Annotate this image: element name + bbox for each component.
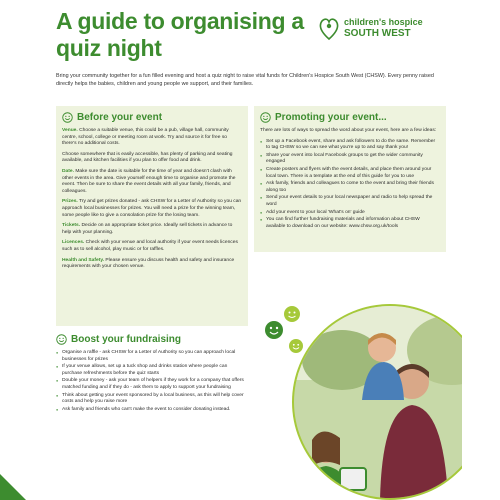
promoting-box [254, 106, 446, 252]
promoting-list [260, 139, 440, 231]
before-event-item-lead: Licences. [62, 240, 85, 246]
promoting-title: Promoting your event... [275, 112, 387, 123]
before-event-item-lead: Health and Safety. [62, 257, 105, 263]
before-event-item-text: Please ensure you discuss health and safety and insurance requirements with your chosen venue. [62, 257, 235, 270]
before-event-item [62, 169, 242, 195]
boost-item: ● If your venue allows, set up a tuck shop and drinks station where people can purchase refreshments before the quiz starts [56, 364, 246, 377]
family-photo [262, 290, 462, 500]
promoting-intro: There are lots of ways to spread the word about your event, here are a few ideas: [260, 128, 437, 133]
heart-figure-icon [318, 15, 340, 41]
chsw-logo [318, 8, 442, 48]
promoting-item: ● Create posters and flyers with the event details, and place them around your local town. There is a template at the end of this guide for you to use [260, 167, 440, 180]
before-event-item [62, 223, 242, 236]
before-event-item-lead: Venue. [62, 128, 78, 133]
before-event-item-text: Decide on an appropriate ticket price. Ideally sell tickets in advance to help with your planning. [62, 223, 233, 235]
before-event-item-lead: Date. [62, 168, 74, 174]
before-event-item-text: Check with your venue and local authority if your event needs licences such as to sell alcohol, play music or for raffles. [62, 240, 238, 252]
before-event-item-text: Try and get prizes donated - ask CHSW for a Letter of Authority so you can approach local businesses for prizes. You will need a prize for the winning team, some people like to give a consolation prize for the losing team. [62, 199, 242, 218]
before-event-item [62, 199, 242, 219]
before-event-item [62, 258, 242, 271]
before-event-item-lead: Tickets. [62, 223, 81, 229]
smiley-icon [260, 112, 271, 123]
boost-item: ● Ask family and friends who can't make the event to consider donating instead. [56, 407, 246, 414]
before-event-box [56, 106, 248, 326]
before-event-item-text: Choose somewhere that is easily accessible, has plenty of parking and seating available, and kitchen facilities if you plan to offer food and drink. [62, 151, 233, 164]
before-event-item-text: Choose a suitable venue, this could be a pub, village hall, community centre, school, college or meeting room at work. Try and source it for free so there's no additional costs. [62, 128, 229, 147]
corner-accent [0, 474, 26, 500]
promoting-item: ● Add your event to your local 'What's on' guide [260, 210, 440, 217]
before-event-item [62, 240, 242, 253]
logo-line-2: SOUTH WEST [344, 27, 411, 39]
page-title: A guide to organising a quiz night [56, 8, 304, 61]
boost-section [56, 334, 246, 414]
promoting-item: ● Ask family, friends and colleagues to come to the event and bring their friends along too [260, 181, 440, 194]
boost-item: ● Organise a raffle - ask CHSW for a Letter of Authority so you can approach local businesses for prizes [56, 350, 246, 363]
before-event-list [62, 128, 242, 271]
smiley-icon [56, 334, 67, 345]
boost-list [56, 350, 246, 413]
boost-item: ● Think about getting your event sponsored by a local business, as this will help cover costs and help you raise more [56, 393, 246, 406]
before-event-title: Before your event [77, 112, 163, 123]
promoting-item: ● Set up a Facebook event, share and ask followers to do the same. Remember to tag CHSW so we can see what you're up to and say thank you! [260, 139, 440, 152]
before-event-item [62, 152, 242, 165]
before-event-item [62, 128, 242, 148]
smiley-icon [62, 112, 73, 123]
boost-item: ● Double your money - ask your team of helpers if they work for a company that offers matched funding and if they do - ask them to apply to support your fundraising [56, 378, 246, 391]
promoting-item: ● Share your event into local Facebook groups to get the wider community engaged [260, 153, 440, 166]
before-event-item-lead: Prizes. [62, 199, 78, 205]
promoting-item: ● Send your event details to your local newspaper and radio to help spread the word [260, 195, 440, 208]
promoting-item: ● You can find further fundraising materials and information about CHSW available to download on our website: www.chsw.org.uk/tools [260, 217, 440, 230]
before-event-item-text: Make sure the date is suitable for the time of year and doesn't clash with other events in the area. Give yourself enough time to organise and promote the event. Then be sure to share the event details with all your family, friends, and colleagues. [62, 168, 236, 194]
logo-line-1: children's hospice [344, 16, 423, 27]
boost-title: Boost your fundraising [71, 334, 181, 345]
intro-paragraph: Bring your community together for a fun filled evening and host a quiz night to raise vital funds for Children's Hospice South West (CHSW). Every penny raised directly helps the babies, children and young people we support, and their families. [56, 73, 434, 87]
